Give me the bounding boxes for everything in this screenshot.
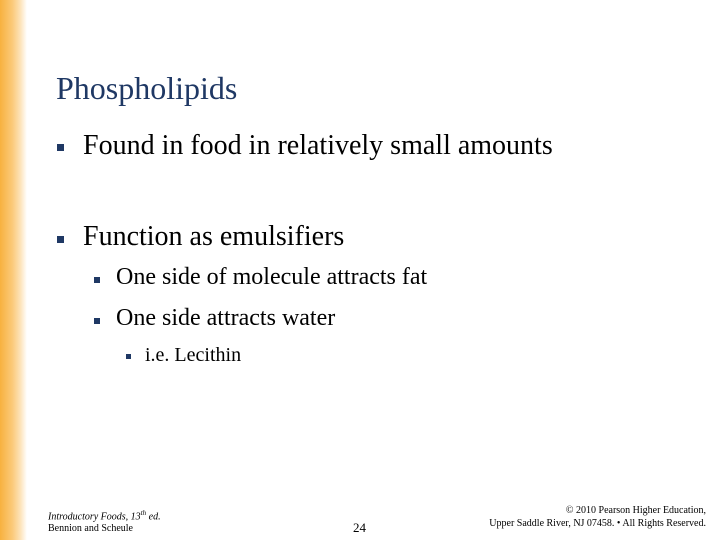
sub-bullet-item: One side of molecule attracts fat xyxy=(116,264,428,290)
bullet-square-icon xyxy=(94,277,100,283)
slide-title: Phospholipids xyxy=(56,70,238,106)
page-number: 24 xyxy=(353,520,366,535)
footer-authors: Bennion and Scheule xyxy=(48,523,133,535)
footer-book-title: Introductory Foods, 13th ed. xyxy=(48,509,161,523)
footer-copyright xyxy=(489,504,706,530)
footer-citation xyxy=(48,507,161,535)
bullet-item: Found in food in relatively small amounts xyxy=(83,130,553,161)
sub-bullet-item: One side attracts water xyxy=(116,305,336,331)
decorative-side-bar xyxy=(0,0,27,540)
copyright-line-2: Upper Saddle River, NJ 07458. • All Rights Reserved. xyxy=(489,518,706,529)
bullet-square-icon xyxy=(57,236,64,243)
bullet-square-icon xyxy=(94,318,100,324)
sub-sub-bullet-item: i.e. Lecithin xyxy=(145,344,242,366)
bullet-square-icon xyxy=(57,144,64,151)
copyright-line-1: © 2010 Pearson Higher Education, xyxy=(565,505,706,516)
bullet-square-icon xyxy=(126,354,131,359)
bullet-item: Function as emulsifiers xyxy=(83,221,345,252)
